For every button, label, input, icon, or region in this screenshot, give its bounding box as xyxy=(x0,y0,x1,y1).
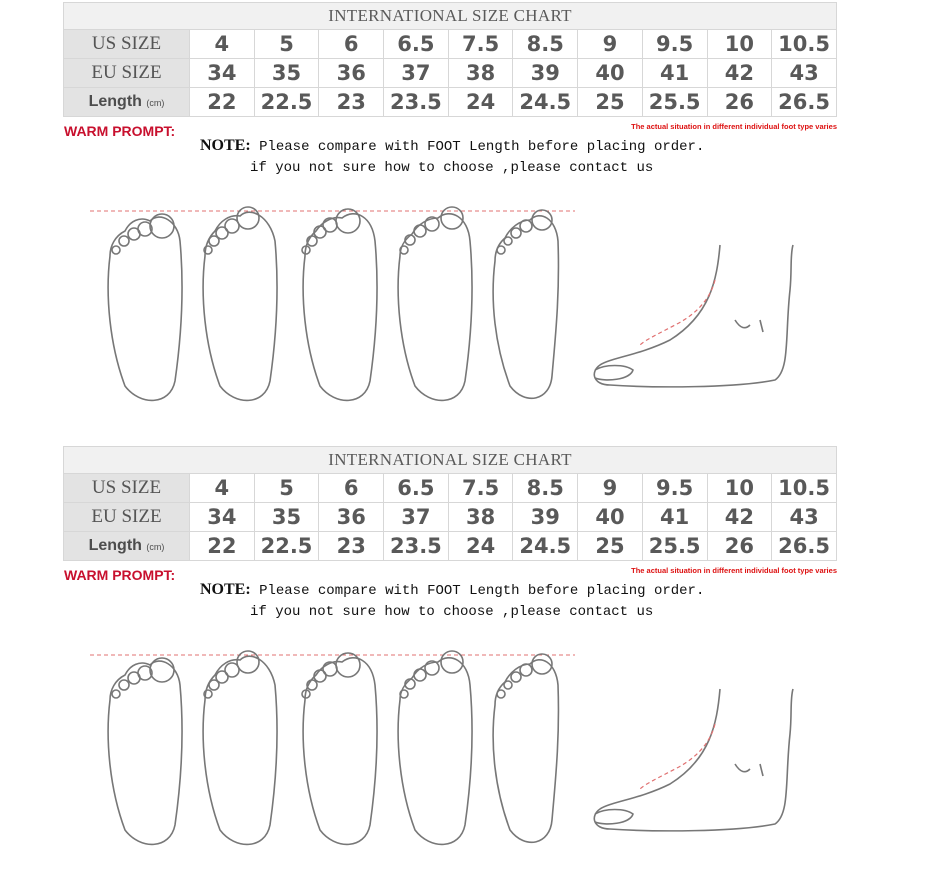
size-cell: 8.5 xyxy=(513,474,578,503)
size-cell: 41 xyxy=(642,59,707,88)
warm-prompt-label: WARM PROMPT: xyxy=(64,567,176,583)
size-cell: 42 xyxy=(707,59,772,88)
note-label: NOTE: xyxy=(200,137,251,154)
us-size-label: US SIZE xyxy=(64,30,190,59)
size-cell: 41 xyxy=(642,503,707,532)
size-cell: 23.5 xyxy=(384,88,449,117)
size-chart-section-1 xyxy=(0,0,937,430)
foot-outlines-illustration xyxy=(80,196,600,406)
size-cell: 39 xyxy=(513,59,578,88)
size-cell: 40 xyxy=(578,503,643,532)
us-size-row xyxy=(64,30,837,59)
size-cell: 10 xyxy=(707,474,772,503)
size-cell: 10.5 xyxy=(772,30,837,59)
size-chart-table xyxy=(63,2,837,117)
size-cell: 24 xyxy=(448,532,513,561)
size-cell: 7.5 xyxy=(448,30,513,59)
us-size-row xyxy=(64,474,837,503)
varies-note: The actual situation in different individual foot type varies xyxy=(631,122,837,131)
eu-size-label: EU SIZE xyxy=(64,503,190,532)
note-label: NOTE: xyxy=(200,581,251,598)
eu-size-label: EU SIZE xyxy=(64,59,190,88)
size-cell: 35 xyxy=(254,503,319,532)
size-cell: 8.5 xyxy=(513,30,578,59)
chart-title-row xyxy=(64,3,837,30)
chart-title: INTERNATIONAL SIZE CHART xyxy=(64,3,837,30)
size-cell: 36 xyxy=(319,503,384,532)
size-cell: 38 xyxy=(448,503,513,532)
chart-title-row xyxy=(64,447,837,474)
size-cell: 10 xyxy=(707,30,772,59)
size-cell: 34 xyxy=(190,59,255,88)
note-line-1 xyxy=(200,581,704,599)
size-cell: 43 xyxy=(772,503,837,532)
size-cell: 22.5 xyxy=(254,88,319,117)
length-row xyxy=(64,532,837,561)
side-foot-illustration xyxy=(585,240,815,410)
note-line-2: if you not sure how to choose ,please contact us xyxy=(250,604,654,620)
size-cell: 24 xyxy=(448,88,513,117)
size-chart-section-2 xyxy=(0,444,937,874)
size-cell: 24.5 xyxy=(513,532,578,561)
varies-note: The actual situation in different individual foot type varies xyxy=(631,566,837,575)
length-unit: (cm) xyxy=(146,98,165,108)
size-cell: 23 xyxy=(319,532,384,561)
size-cell: 9 xyxy=(578,474,643,503)
length-label-text: Length xyxy=(88,93,142,110)
size-cell: 23 xyxy=(319,88,384,117)
size-cell: 25.5 xyxy=(642,532,707,561)
size-cell: 6.5 xyxy=(384,30,449,59)
length-unit: (cm) xyxy=(146,542,165,552)
note-text-1: Please compare with FOOT Length before placing order. xyxy=(259,583,705,599)
size-cell: 9 xyxy=(578,30,643,59)
note-text-1: Please compare with FOOT Length before placing order. xyxy=(259,139,705,155)
size-cell: 4 xyxy=(190,474,255,503)
eu-size-row xyxy=(64,59,837,88)
size-cell: 22.5 xyxy=(254,532,319,561)
size-cell: 26.5 xyxy=(772,88,837,117)
size-cell: 26 xyxy=(707,88,772,117)
foot-outlines-illustration xyxy=(80,640,600,850)
size-cell: 5 xyxy=(254,30,319,59)
note-line-1 xyxy=(200,137,704,155)
size-cell: 4 xyxy=(190,30,255,59)
size-cell: 37 xyxy=(384,503,449,532)
note-line-2: if you not sure how to choose ,please contact us xyxy=(250,160,654,176)
size-cell: 9.5 xyxy=(642,30,707,59)
size-chart-table xyxy=(63,446,837,561)
size-cell: 42 xyxy=(707,503,772,532)
side-foot-illustration xyxy=(585,684,815,854)
size-cell: 6.5 xyxy=(384,474,449,503)
size-cell: 25 xyxy=(578,532,643,561)
size-cell: 6 xyxy=(319,474,384,503)
size-cell: 36 xyxy=(319,59,384,88)
chart-title: INTERNATIONAL SIZE CHART xyxy=(64,447,837,474)
warm-prompt-label: WARM PROMPT: xyxy=(64,123,176,139)
size-cell: 25.5 xyxy=(642,88,707,117)
size-cell: 10.5 xyxy=(772,474,837,503)
size-cell: 9.5 xyxy=(642,474,707,503)
length-label xyxy=(64,88,190,117)
size-cell: 7.5 xyxy=(448,474,513,503)
size-cell: 6 xyxy=(319,30,384,59)
length-label-text: Length xyxy=(88,537,142,554)
size-cell: 5 xyxy=(254,474,319,503)
us-size-label: US SIZE xyxy=(64,474,190,503)
size-cell: 34 xyxy=(190,503,255,532)
size-cell: 25 xyxy=(578,88,643,117)
size-cell: 37 xyxy=(384,59,449,88)
size-cell: 43 xyxy=(772,59,837,88)
size-cell: 39 xyxy=(513,503,578,532)
size-cell: 24.5 xyxy=(513,88,578,117)
size-cell: 26.5 xyxy=(772,532,837,561)
size-cell: 38 xyxy=(448,59,513,88)
size-cell: 22 xyxy=(190,532,255,561)
length-label xyxy=(64,532,190,561)
size-cell: 22 xyxy=(190,88,255,117)
size-cell: 26 xyxy=(707,532,772,561)
eu-size-row xyxy=(64,503,837,532)
length-row xyxy=(64,88,837,117)
size-cell: 35 xyxy=(254,59,319,88)
size-cell: 40 xyxy=(578,59,643,88)
size-cell: 23.5 xyxy=(384,532,449,561)
